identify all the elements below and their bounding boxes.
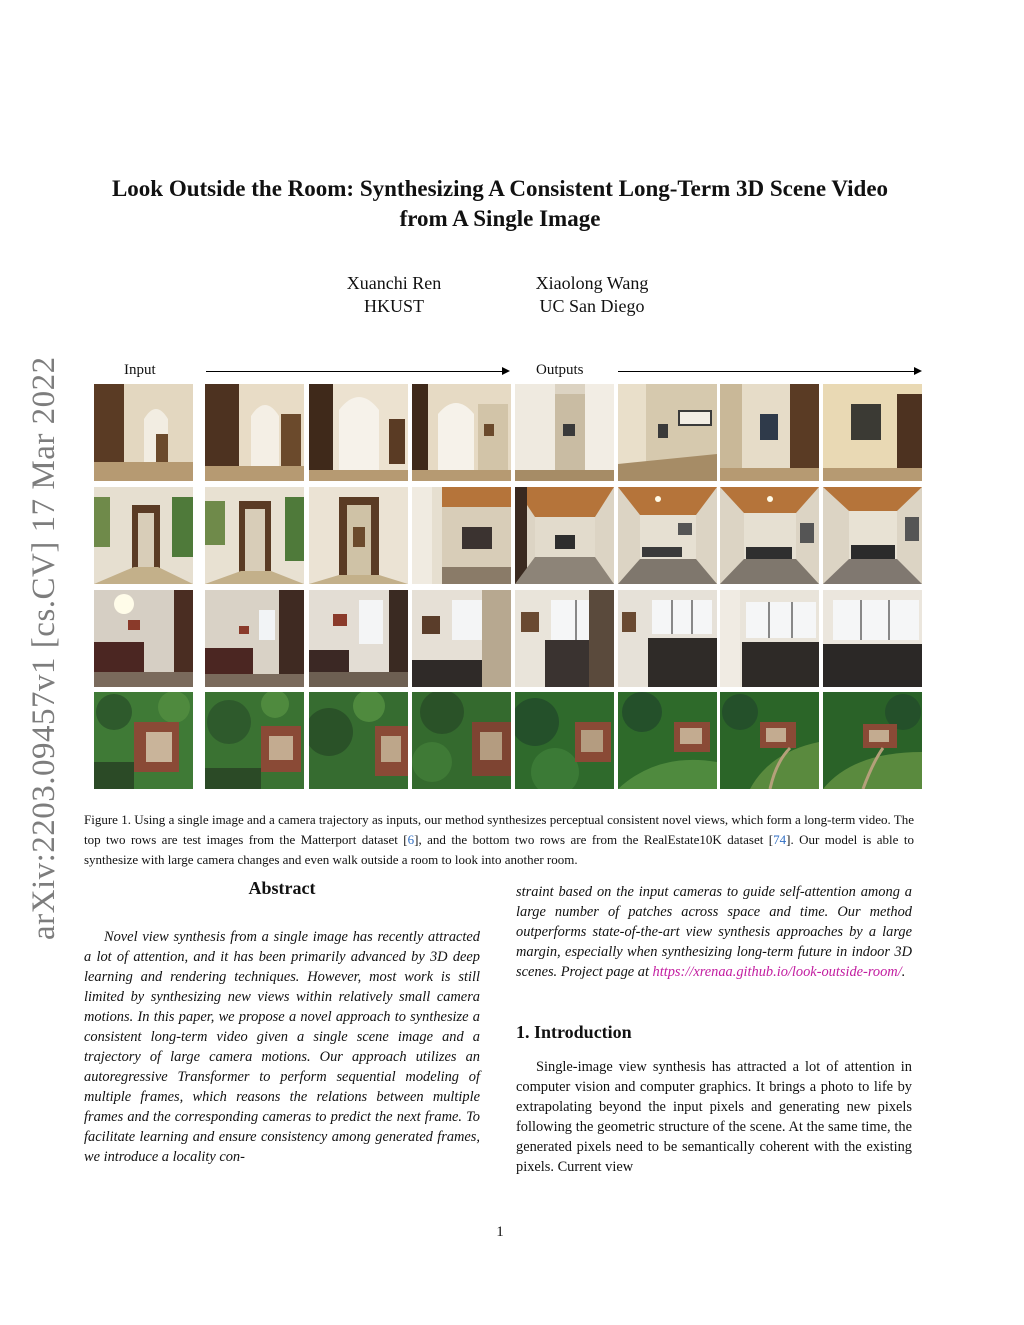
frame-input-row4 <box>94 692 193 789</box>
introduction-heading: 1. Introduction <box>516 1022 632 1042</box>
outputs-arrow <box>618 371 920 372</box>
frame-output-row4-2 <box>309 692 408 789</box>
citation-link[interactable]: 6 <box>407 832 415 847</box>
title-line-2: from A Single Image <box>399 206 601 231</box>
input-label: Input <box>124 362 156 378</box>
author-2 <box>492 272 692 318</box>
input-arrow <box>206 371 508 372</box>
author-affiliation: HKUST <box>363 296 424 316</box>
caption-text: ], and the bottom two rows are from the RealEstate10K dataset [ <box>414 832 774 847</box>
abstract-text: Novel view synthesis from a single image has recently attracted a lot of attention, and it has been primarily advanced by 3D deep learning and rendering techniques. However, most work is still limited by synthesizing new views within relatively small camera motions. In this paper, we propose a novel approach to synthesize a consistent long-term video given a single scene image and a trajectory of large camera motions. Our approach utilizes an autoregressive Transformer to perform sequential modeling of multiple frames, which reasons the relations between multiple frames and the corresponding cameras to predict the next frame. To facilitate learning and ensure consistency among generated frames, we introduce a locality con- <box>84 929 480 1165</box>
abstract-text: straint based on the input cameras to guide self-attention among a large number of patches across space and time. Our method outperforms state-of-the-art view synthesis approaches by a large margin, especially when synthesizing long-term future in indoor 3D scenes. Project page at <box>516 884 912 980</box>
left-column <box>84 878 480 1167</box>
frame-output-row2-3 <box>412 487 511 584</box>
frame-output-row3-5 <box>618 590 717 687</box>
frame-output-row4-1 <box>205 692 304 789</box>
frame-input-row1 <box>94 384 193 481</box>
caption-text: Figure 1. Using a single image and a camera trajectory as inputs, our method synthesizes perceptual consistent novel views, which form a long-term video. The top two rows are test images from the Matterport dataset [ <box>84 812 914 847</box>
frame-output-row3-6 <box>720 590 819 687</box>
caption-text: ]. Our model is able to synthesize with large camera changes and even walk outside a room to look into another room. <box>84 832 914 867</box>
frame-output-row4-5 <box>618 692 717 789</box>
frame-output-row3-4 <box>515 590 614 687</box>
title-line-1: Look Outside the Room: Synthesizing A Consistent Long-Term 3D Scene Video <box>111 176 889 201</box>
frame-output-row1-6 <box>720 384 819 481</box>
arxiv-watermark: arXiv:2203.09457v1 [cs.CV] 17 Mar 2022 <box>26 356 62 940</box>
frame-output-row3-1 <box>205 590 304 687</box>
abstract-heading: Abstract <box>248 878 316 898</box>
frame-output-row2-4 <box>515 487 614 584</box>
frame-output-row2-1 <box>205 487 304 584</box>
frame-input-row2 <box>94 487 193 584</box>
figure-caption <box>84 810 914 870</box>
frame-output-row2-6 <box>720 487 819 584</box>
introduction-text: Single-image view synthesis has attracted a lot of attention in computer vision and computer graphics. It brings a photo to life by extrapolating beyond the input pixels and generating new pixels following the geometric structure of the scene. At the same time, the generated pixels need to be semantically coherent with the existing pixels. Current view <box>516 1059 912 1175</box>
frame-output-row1-3 <box>412 384 511 481</box>
frame-output-row1-2 <box>309 384 408 481</box>
frame-output-row4-3 <box>412 692 511 789</box>
frame-output-row1-4 <box>515 384 614 481</box>
author-name: Xuanchi Ren <box>346 273 442 293</box>
frame-output-row4-4 <box>515 692 614 789</box>
abstract-continuation <box>516 882 912 982</box>
right-column <box>516 882 912 1177</box>
frame-output-row1-5 <box>618 384 717 481</box>
figure-image-grid <box>94 384 922 790</box>
frame-output-row4-6 <box>720 692 819 789</box>
frame-output-row1-1 <box>205 384 304 481</box>
frame-output-row2-2 <box>309 487 408 584</box>
page-number: 1 <box>496 1224 504 1240</box>
figure-header <box>94 362 924 382</box>
frame-output-row3-3 <box>412 590 511 687</box>
abstract-end: . <box>901 964 906 980</box>
author-1 <box>294 272 494 318</box>
author-name: Xiaolong Wang <box>535 273 649 293</box>
frame-output-row3-2 <box>309 590 408 687</box>
project-page-link[interactable]: https://xrenaa.github.io/look-outside-room/ <box>652 964 902 980</box>
frame-output-row4-7 <box>823 692 922 789</box>
frame-output-row3-7 <box>823 590 922 687</box>
frame-input-row3 <box>94 590 193 687</box>
frame-output-row1-7 <box>823 384 922 481</box>
frame-output-row2-7 <box>823 487 922 584</box>
frame-output-row2-5 <box>618 487 717 584</box>
paper-title <box>60 174 940 234</box>
author-affiliation: UC San Diego <box>539 296 645 316</box>
outputs-label: Outputs <box>536 362 584 378</box>
citation-link[interactable]: 74 <box>773 832 787 847</box>
